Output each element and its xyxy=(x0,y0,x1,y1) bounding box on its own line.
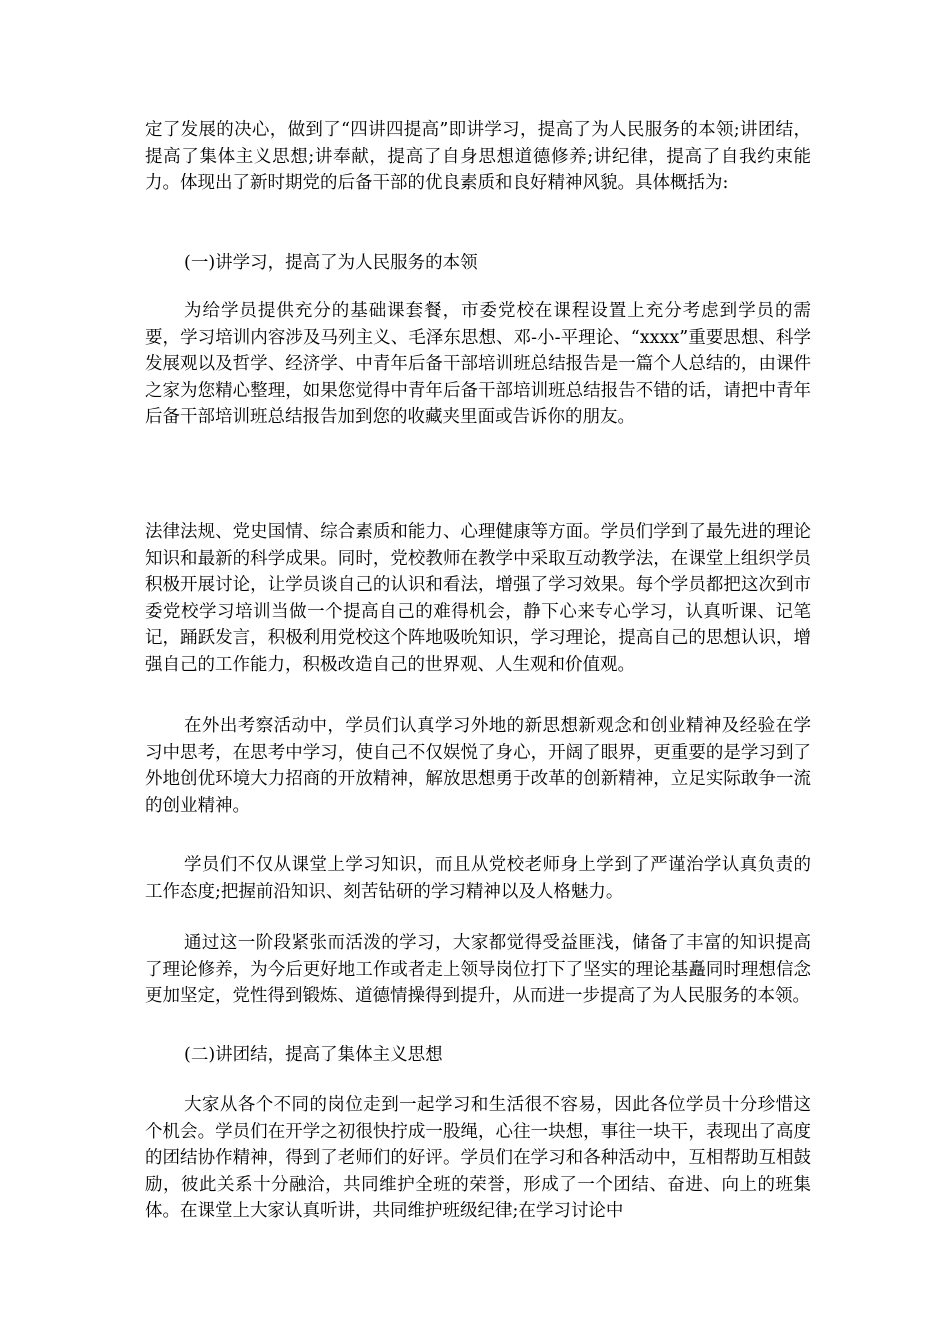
paragraph-summary: 通过这一阶段紧张而活泼的学习，大家都觉得受益匪浅，储备了丰富的知识提高了理论修养，为今后更好地工作或者走上领导岗位打下了坚实的理论基矗同时理想信念更加坚定，党性得到锻炼、道德情操得到提升，从而进一步提高了为人民服务的本领。 xyxy=(145,933,811,1007)
paragraph-teachers: 学员们不仅从课堂上学习知识，而且从党校老师身上学到了严谨治学认真负责的工作态度;把握前沿知识、刻苦钻研的学习精神以及人格魅力。 xyxy=(145,855,811,902)
paragraph-field-trip: 在外出考察活动中，学员们认真学习外地的新思想新观念和创业精神及经验在学习中思考，在思考中学习，使自己不仅娱悦了身心，开阔了眼界，更重要的是学习到了外地创优环境大力招商的开放精神，解放思想勇于改革的创新精神，立足实际敢争一流的创业精神。 xyxy=(145,716,811,816)
section-heading-study: (一)讲学习，提高了为人民服务的本领 xyxy=(184,253,478,273)
paragraph-curriculum: 为给学员提供充分的基础课套餐，市委党校在课程设置上充分考虑到学员的需要，学习培训内容涉及马列主义、毛泽东思想、邓-小-平理论、“xxxx”重要思想、科学发展观以及哲学、经济学、中青年后备干部培训班总结报告是一篇个人总结的，由课件之家为您精心整理，如果您觉得中青年后备干部培训班总结报告不错的话，请把中青年后备干部培训班总结报告加到您的收藏夹里面或告诉你的朋友。 xyxy=(145,301,811,428)
paragraph-curriculum-continued: 法律法规、党史国情、综合素质和能力、心理健康等方面。学员们学到了最先进的理论知识和最新的科学成果。同时，党校教师在教学中采取互动教学法，在课堂上组织学员积极开展讨论，让学员谈自己的认识和看法，增强了学习效果。每个学员都把这次到市委党校学习培训当做一个提高自己的难得机会，静下心来专心学习，认真听课、记笔记，踊跃发言，积极利用党校这个阵地吸吮知识，学习理论，提高自己的思想认识，增强自己的工作能力，积极改造自己的世界观、人生观和价值观。 xyxy=(145,522,811,675)
section-heading-unity: (二)讲团结，提高了集体主义思想 xyxy=(184,1045,443,1065)
paragraph-unity: 大家从各个不同的岗位走到一起学习和生活很不容易，因此各位学员十分珍惜这个机会。学员们在开学之初很快拧成一股绳，心往一块想，事往一块干，表现出了高度的团结协作精神，得到了老师们的好评。学员们在学习和各种活动中，互相帮助互相鼓励，彼此关系十分融洽，共同维护全班的荣誉，形成了一个团结、奋进、向上的班集体。在课堂上大家认真听讲，共同维护班级纪律;在学习讨论中 xyxy=(145,1095,811,1222)
paragraph-continuation-intro: 定了发展的决心，做到了“四讲四提高”即讲学习，提高了为人民服务的本领;讲团结，提高了集体主义思想;讲奉献，提高了自身思想道德修养;讲纪律，提高了自我约束能力。体现出了新时期党的后备干部的优良素质和良好精神风貌。具体概括为: xyxy=(145,120,811,194)
